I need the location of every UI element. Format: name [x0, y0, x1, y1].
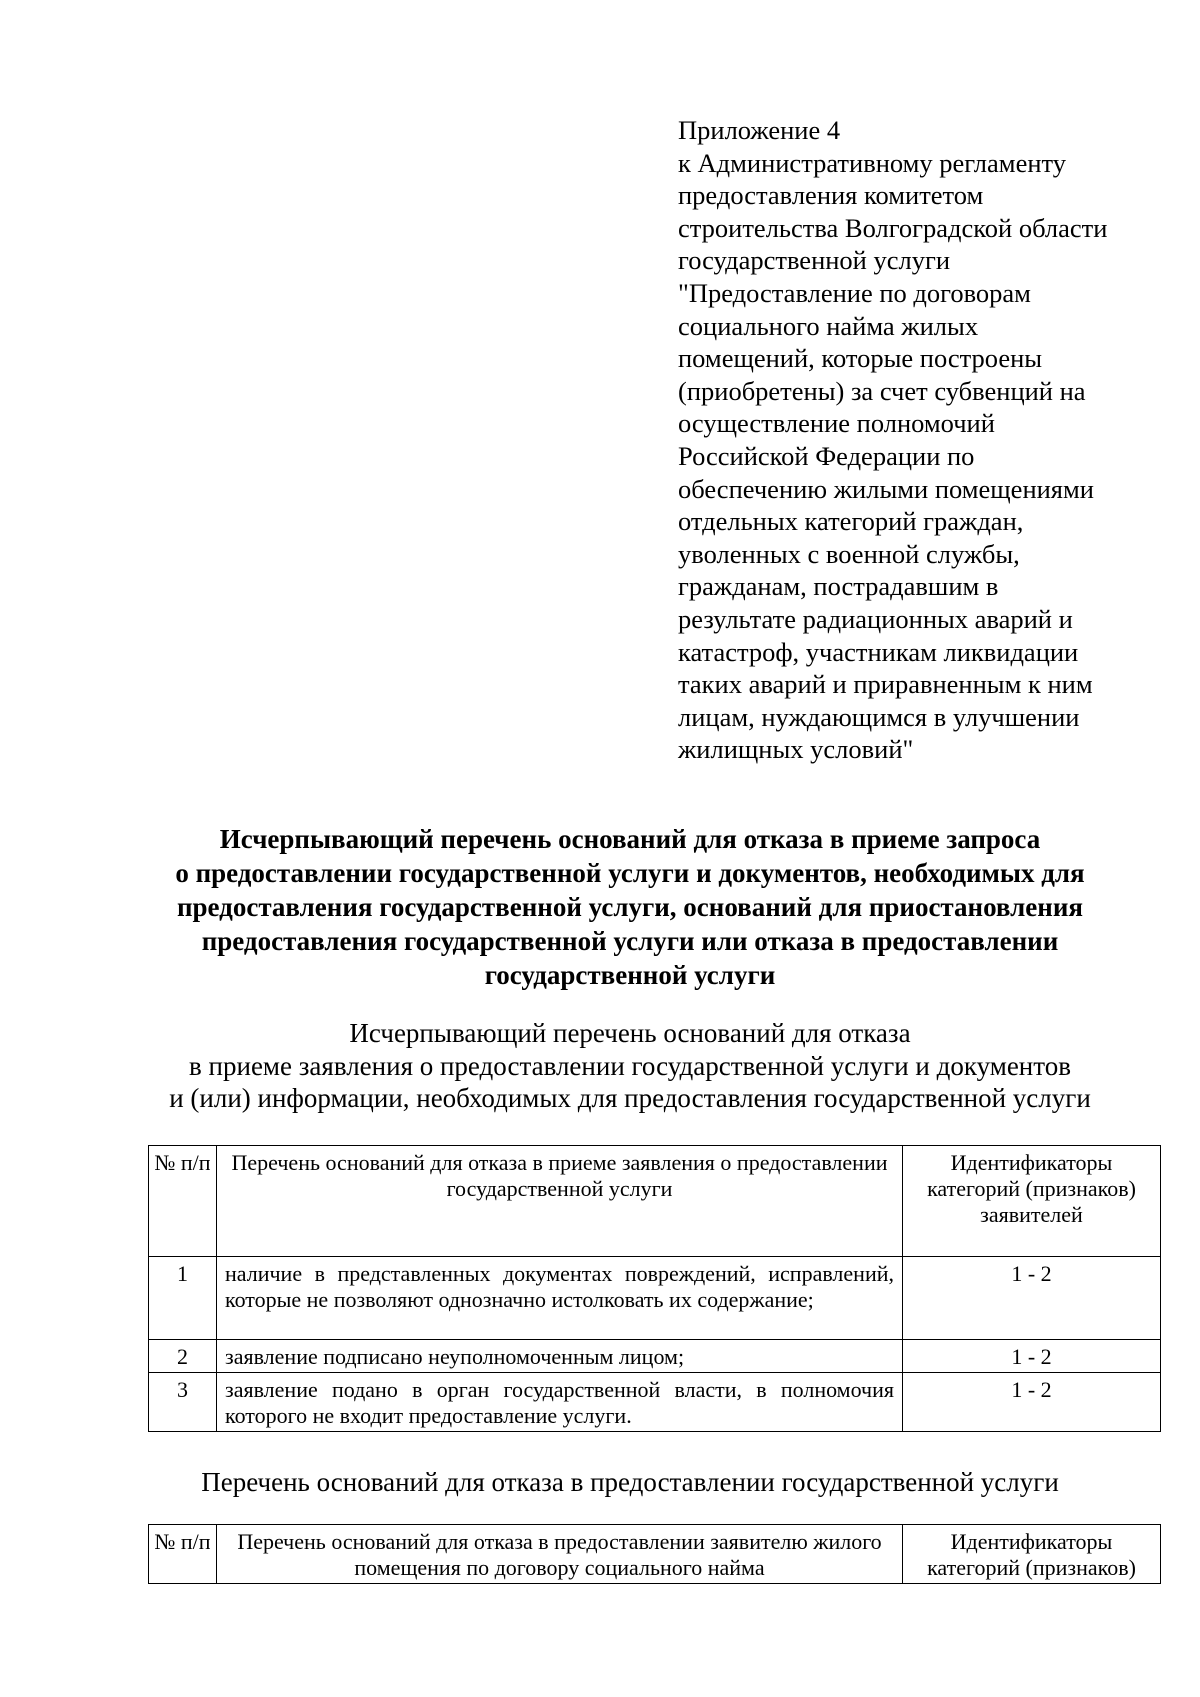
table-row: [149, 1373, 1161, 1432]
heading-line: Исчерпывающий перечень оснований для отказа в приеме запроса: [219, 824, 1041, 854]
appendix-line: обеспечению жилыми помещениями: [678, 473, 1094, 504]
appendix-line: (приобретены) за счет субвенций на: [678, 375, 1086, 406]
heading-line: предоставления государственной услуги или отказа в предоставлении: [201, 926, 1059, 956]
appendix-line: Приложение 4: [678, 115, 841, 145]
section1-title-line: Исчерпывающий перечень оснований для отказа: [349, 1018, 911, 1048]
row-num: 3: [149, 1373, 217, 1432]
row-ids: 1 - 2: [903, 1373, 1161, 1432]
row-ids: 1 - 2: [903, 1340, 1161, 1373]
appendix-line: результате радиационных аварий и: [678, 603, 1073, 634]
appendix-line: таких аварий и приравненным к ним: [678, 669, 1093, 700]
appendix-line: гражданам, пострадавшим в: [678, 571, 999, 602]
appendix-line: предоставления комитетом: [678, 180, 984, 211]
appendix-line: социального найма жилых: [678, 310, 979, 341]
refusal-acceptance-table: [148, 1145, 1161, 1432]
appendix-line: к Административному регламенту: [678, 147, 1066, 178]
appendix-line: помещений, которые построены: [678, 343, 1043, 374]
appendix-line: отдельных категорий граждан,: [678, 506, 1024, 537]
row-ids: 1 - 2: [903, 1257, 1161, 1340]
appendix-line: Российской Федерации по: [678, 440, 975, 471]
row-reason: заявление подано в орган государственной власти, в полномочия которого не входит предоставление услуги.: [217, 1373, 903, 1432]
header-ids: Идентификаторы категорий (признаков): [903, 1525, 1161, 1584]
header-num: № п/п: [149, 1525, 217, 1584]
section2-title: Перечень оснований для отказа в предоставлении государственной услуги: [201, 1467, 1059, 1497]
appendix-line: "Предоставление по договорам: [678, 277, 1031, 308]
appendix-line: катастроф, участникам ликвидации: [678, 636, 1079, 667]
row-reason: наличие в представленных документах повреждений, исправлений, которые не позволяют однозначно истолковать их содержание;: [217, 1257, 903, 1340]
table-header-row: [149, 1525, 1161, 1584]
heading-line: предоставления государственной услуги, оснований для приостановления: [176, 892, 1083, 922]
table-row: [149, 1340, 1161, 1373]
heading-line: о предоставлении государственной услуги и документов, необходимых для: [175, 858, 1085, 888]
document-heading: [130, 822, 1130, 992]
appendix-line: строительства Волгоградской области: [678, 212, 1108, 243]
header-reason: Перечень оснований для отказа в приеме заявления о предоставлении государственной услуги: [217, 1146, 903, 1257]
section1-title-line: и (или) информации, необходимых для предоставления государственной услуги: [169, 1083, 1091, 1113]
row-reason: заявление подписано неуполномоченным лицом;: [217, 1340, 903, 1373]
appendix-line: уволенных с военной службы,: [678, 538, 1020, 569]
row-num: 2: [149, 1340, 217, 1373]
table-row: [149, 1257, 1161, 1340]
refusal-provision-table: [148, 1524, 1161, 1584]
header-num: № п/п: [149, 1146, 217, 1257]
header-reason: Перечень оснований для отказа в предоставлении заявителю жилого помещения по договору социального найма: [217, 1525, 903, 1584]
appendix-line: государственной услуги: [678, 245, 951, 276]
appendix-line: жилищных условий": [678, 734, 914, 765]
section1-title: [100, 1017, 1160, 1115]
appendix-line: осуществление полномочий: [678, 408, 995, 439]
table-header-row: [149, 1146, 1161, 1257]
header-ids: Идентификаторы категорий (признаков) заявителей: [903, 1146, 1161, 1257]
section1-title-line: в приеме заявления о предоставлении государственной услуги и документов: [189, 1050, 1071, 1081]
heading-line: государственной услуги: [484, 960, 776, 990]
appendix-block: [678, 114, 1178, 766]
row-num: 1: [149, 1257, 217, 1340]
appendix-line: лицам, нуждающимся в улучшении: [678, 701, 1080, 732]
